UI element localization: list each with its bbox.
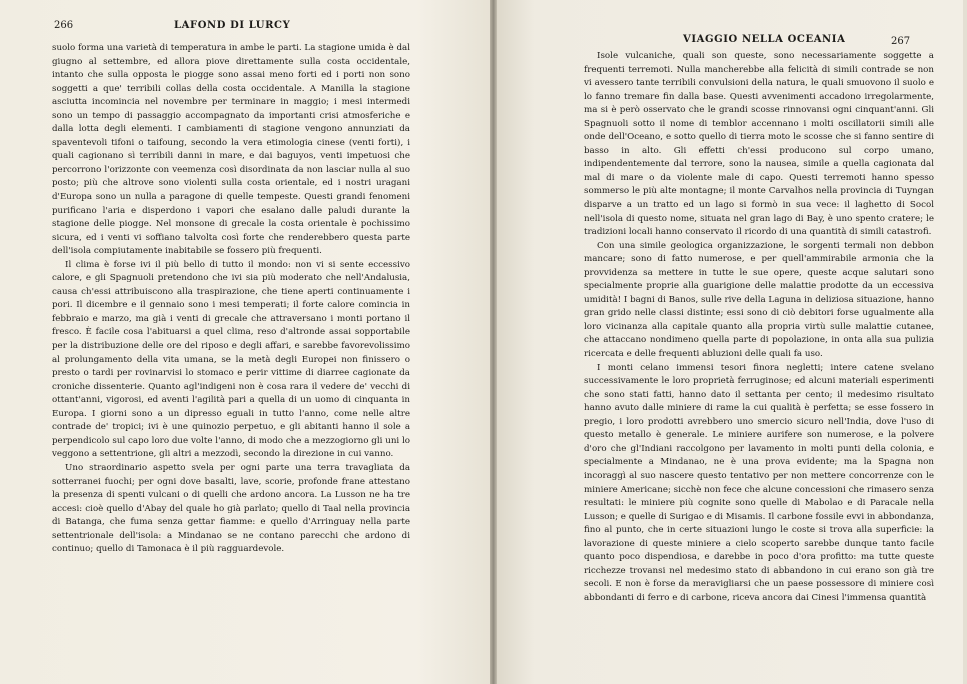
right-paragraph-3: I monti celano immensi tesori finora negletti; intere catene svelano successivamente le loro proprietà ferruginose; ed alcuni materiali esperimenti che sono stati fatti, hanno dato il settanta per cento; il medesimo risultato hanno avuto dalle miniere di rame la cui qualità è perfetta; se esse fossero in pregio, i loro prodotti avrebbero uno smercio sicuro nell'India, dove l'uso di questo metallo è generale. Le miniere aurifere son numerose, e la polvere d'oro che gl'Indiani raccolgono per lavamento in molti punti della colonia, e specialmente a Mindanao, ne è una prova evidente; ma la Spagna non incoraggì al suo nascere questo tentativo per non mettere concorrenze con le miniere Americane; sicchè non fece che alcune concessioni che rimasero senza resultati: le miniere più cognite sono quelle di Mabolao e di Paracale nella Lusson; e quelle di Surigao e di Misamis. Il carbone fossile evvi in abbondanza, fino al punto, che in certe situazioni lungo le coste si trova alla superficie: la lavorazione di queste miniere a cielo scoperto sarebbe dunque tanto facile quanto poco dispendiosa, e darebbe in poco d'ora profitto: ma tutte queste ricchezze trovansi nel medesimo stato di abbandono in cui erano son già tre secoli. E non è forse da meravigliarsi che un paese possessore di miniere così abbondanti di ferro e di carbone, riceva ancora dai Cinesi l'immensa quantità — [584, 362, 934, 603]
left-paragraph-2: Il clima è forse ivi il più bello di tutto il mondo: non vi si sente eccessivo calore, e gli Spagnuoli pretendono che ivi sia più moderato che nell'Andalusia, causa ch'essi attribuiscono alla traspirazione, che tiene aperti continuamente i pori. Il dicembre e il gennaio sono i mesi temperati; il forte calore comincia in febbraio e marzo, ma già i venti di grecale che attraversano i monti portano il fresco. È facile cosa l'abituarsi a quel clima, reso d'altronde assai sopportabile per la distribuzione delle ore del riposo e degli affari, e sarebbe favorevolissimo al prolungamento della vita umana, se la metà degli Europei non finissero o presto o tardi per rovinarvisi lo stomaco e perir vittime di diarree cagionate da croniche dissenterie. Quanto agl'indigeni non è cosa rara il vedere de' vecchi di ottant'anni, vigorosi, ed aventi l'agilità pari a quella di un uomo di cinquanta in Europa. I giorni sono a un dipresso eguali in tutto l'anno, come nelle altre contrade de' tropici; ivi è une quinozio perpetuo, e gli abitanti hanno il sole a perpendicolo sul capo loro due volte l'anno, di modo che a mezzogiorno gli uni lo veggono a settentrione, gli altri a mezzodì, secondo la direzione in cui vanno. — [52, 259, 410, 460]
right-paragraph-2: Con una simile geologica organizzazione, le sorgenti termali non debbon mancare; sono di fatto numerose, e per quell'ammirabile armonia che la provvidenza sa mettere in tutte le sue opere, queste acque salutari sono specialmente proprie alla guarigione delle malattie prodotte da un eccessiva umidità! I bagni di Banos, sulle rive della Laguna in deliziosa situazione, hanno gran grido nelle classi distinte; essi sono di ciò debitori forse ugualmente alla loro vicinanza alla capitale quanto alla propria virtù sulle malattie cutanee, che attaccano nondimeno quella parte di popolazione, in onta alla sua pulizia ricercata e delle frequenti abluzioni delle quali fa uso. — [584, 240, 934, 360]
page-edge — [963, 0, 967, 684]
book-gutter — [490, 0, 497, 684]
left-paragraph-1: suolo forma una varietà di temperatura in ambe le parti. La stagione umida è dal giugno al settembre, ed allora piove direttamente sulla costa occidentale, intanto che sulla opposta le piogge sono assai meno forti ed i porti non sono soggetti a que' terribili collas della costa occidentale. A Manilla la stagione asciutta incomincia nel novembre per terminare in maggio; i mesi intermedi sono un tempo di passaggio accompagnato da importanti crisi atmosferiche e dalla lotta degli elementi. I cambiamenti di stagione vengono annunziati da spaventevoli tifoni o taifoung, secondo la vera etimologia cinese (venti forti), i quali cagionano sì terribili danni in mare, e dai baguyos, venti impetuosi che percorrono l'orizzonte con veemenza così disordinata da non lasciar nulla al suo posto; più che altrove sono violenti sulla costa orientale, ed i nostri uragani d'Europa sono un nulla a paragone di quelle tempeste. Questi grandi fenomeni purificano l'aria e disperdono i vapori che esalano dalle paludi durante la stagione delle piogge. Nel monsone di grecale la costa orientale è pochissimo sicura, ed i venti vi soffiano talvolta così forte che renderebbero questa parte dell'isola compiutamente inabitabile se fossero più frequenti. — [52, 43, 410, 257]
right-paragraph-1: Isole vulcaniche, quali son queste, sono necessariamente soggette a frequenti terremoti. Nulla mancherebbe alla felicità di simili contrade se non vi avessero tante terribili convulsioni della natura, le quali smuovono il suolo e lo fanno tremare fin dalla base. Questi avvenimenti accadono irregolarmente, ma si è però osservato che le grandi scosse rinnovansi ogni cinquant'anni. Gli Spagnuoli sotto il nome di temblor accennano i molti oscillatorii simili alle onde dell'Oceano, e sotto quello di tierra moto le scosse che si fanno sentire di basso in alto. Gli effetti ch'essi producono sul corpo umano, indipendentemente dal terrore, sono la nausea, simile a quella cagionata dal mal di mare o da violente male di capo. Questi terremoti hanno spesso sommerso le più alte montagne; il monte Carvalhos nella provincia di Tuyngan disparve a un tratto ed un lago si formò in sua vece: il laghetto di Socol nell'isola di questo nome, situata nel gran lago di Bay, è uno spento cratere; le tradizioni locali hanno conservato il ricordo di una quantità di simili catastrofi. — [584, 51, 934, 238]
right-body-text — [584, 50, 934, 605]
right-page-number: 267 — [891, 36, 911, 47]
right-running-head: VIAGGIO NELLA OCEANIA — [683, 34, 846, 45]
left-paragraph-3: Uno straordinario aspetto svela per ogni parte una terra travagliata da sotterranei fuochi; per ogni dove basalti, lave, scorie, profonde frane attestano la presenza di spenti vulcani o di quelli che ardono ancora. La Lusson ne ha tre accesi: cioè quello d'Abay del quale ho già parlato; quello di Taal nella provincia di Batanga, che fuma senza gettar fiamme: e quello d'Arringuay nella parte settentrionale dell'isola: a Mindanao se ne contano parecchi che ardono di continuo; quello di Tamonaca è il più ragguardevole. — [52, 462, 410, 555]
left-page-number: 266 — [54, 20, 74, 31]
left-running-head: LAFOND DI LURCY — [174, 20, 291, 31]
left-body-text — [52, 42, 410, 557]
